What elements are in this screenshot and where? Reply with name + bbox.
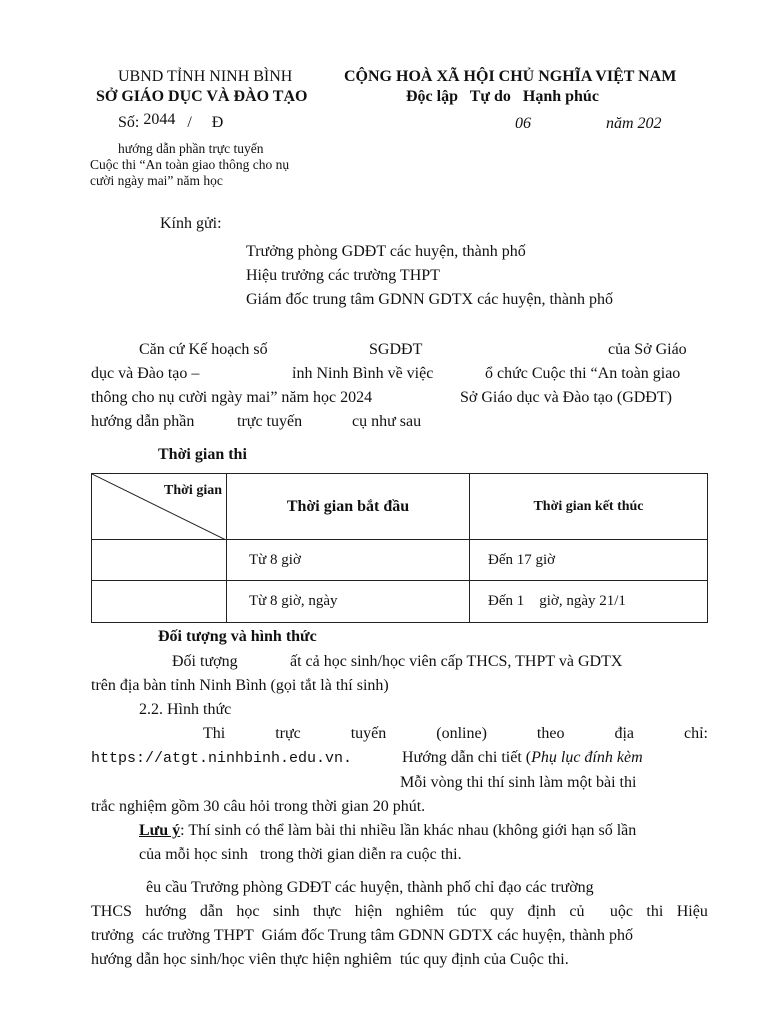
row-start-value: Từ 8 giờ — [249, 551, 301, 568]
date-year: năm 202 — [606, 115, 662, 132]
form-word: (online) — [436, 725, 487, 742]
intro-text: ổ chức Cuộc thi “An toàn giao — [485, 365, 681, 382]
schedule-table — [91, 473, 708, 623]
form-word: tuyến — [350, 725, 387, 742]
intro-text: hướng dẫn phần — [91, 413, 195, 430]
intro-text: dục và Đào tạo – — [91, 365, 200, 382]
target-text: trên địa bàn tỉnh Ninh Bình (gọi tắt là thí sinh) — [91, 677, 389, 694]
request-line-2 — [91, 903, 708, 921]
request-word: nghiêm — [395, 903, 444, 920]
table-header-cell — [227, 474, 470, 540]
request-word: THCS — [91, 903, 132, 920]
section-time-title: Thời gian thi — [158, 446, 247, 463]
summary-line-3: cười ngày mai” năm học — [90, 173, 223, 188]
request-text: êu cầu Trưởng phòng GDĐT các huyện, thành phố chỉ đạo các trường — [146, 879, 594, 896]
guide-appendix: Phụ lục đính kèm — [531, 749, 643, 766]
round-text: trắc nghiệm gồm 30 câu hỏi trong thời gian 20 phút. — [91, 798, 426, 815]
table-row — [92, 581, 708, 623]
so-label: Số: — [118, 114, 140, 131]
form-word: trực — [275, 725, 301, 742]
request-text: hướng dẫn học sinh/học viên thực hiện nghiêm túc quy định của Cuộc thi. — [91, 951, 569, 968]
table-cell — [92, 581, 227, 623]
issuer-line-2: SỞ GIÁO DỤC VÀ ĐÀO TẠO — [96, 88, 308, 105]
intro-text: cụ như sau — [352, 413, 422, 430]
date-month: 06 — [515, 115, 531, 132]
intro-text: thông cho nụ cười ngày mai” năm học 2024 — [91, 389, 373, 406]
note-line-2: của mỗi học sinh trong thời gian diễn ra cuộc thi. — [139, 846, 462, 863]
row-end-value: Đến 17 giờ — [488, 551, 556, 568]
table-cell — [470, 540, 708, 581]
intro-text: SGDĐT — [369, 341, 423, 358]
request-word: quy — [490, 903, 515, 920]
request-word: thực — [313, 903, 342, 920]
form-word: Thi — [203, 725, 226, 742]
summary-line-2: Cuộc thi “An toàn giao thông cho nụ — [90, 157, 290, 172]
row-end-value: Đến 1 giờ, ngày 21/1 — [488, 593, 626, 609]
table-row — [92, 540, 708, 581]
recipient-item: Hiệu trưởng các trường THPT — [246, 267, 440, 284]
form-line — [203, 725, 708, 743]
note-line — [139, 822, 636, 840]
col-start-label: Thời gian bắt đầu — [286, 497, 410, 515]
form-word: theo — [536, 725, 565, 742]
request-word: thi — [646, 903, 664, 920]
form-word: chỉ: — [683, 725, 708, 742]
request-text: trưởng các trường THPT Giám đốc Trung tâm GDNN GDTX các huyện, thành phố — [91, 927, 634, 944]
request-word: uộc — [597, 903, 633, 920]
intro-text: của Sở Giáo — [608, 341, 687, 358]
intro-text: ỉnh Ninh Bình về việc — [292, 365, 434, 382]
table-header-cell — [470, 474, 708, 540]
request-word: định — [527, 903, 556, 920]
form-word: địa — [614, 725, 634, 742]
target-text: Đối tượng — [172, 653, 238, 670]
table-cell — [227, 540, 470, 581]
so-number: 2044 — [143, 111, 176, 128]
intro-text: trực tuyến — [237, 413, 303, 430]
note-label: Lưu ý — [139, 822, 181, 839]
request-word: dẫn — [199, 903, 223, 920]
round-text: Mỗi vòng thi thí sinh làm một bài thi — [400, 774, 637, 791]
table-cell — [227, 581, 470, 623]
target-text: ất cả học sinh/học viên cấp THCS, THPT và GDTX — [290, 653, 623, 670]
request-word: Hiệu — [676, 903, 708, 920]
table-header-row — [92, 474, 708, 540]
col-end-label: Thời gian kết thúc — [533, 499, 644, 514]
recipients-label: Kính gửi: — [160, 215, 222, 232]
request-word: túc — [457, 903, 477, 920]
request-word: hiện — [354, 903, 383, 920]
request-word: hướng — [145, 903, 187, 920]
request-word: củ — [569, 903, 585, 920]
row-start-value: Từ 8 giờ, ngày — [249, 593, 338, 609]
section-target-title: Đối tượng và hình thức — [158, 628, 317, 645]
note-text: : Thí sinh có thể làm bài thi nhiều lần khác nhau (không giới hạn số lần — [180, 822, 637, 839]
contest-url[interactable]: https://atgt.ninhbinh.edu.vn. — [91, 750, 353, 767]
table-cell — [470, 581, 708, 623]
recipient-item: Trưởng phòng GDĐT các huyện, thành phố — [246, 243, 526, 260]
national-title: CỘNG HOÀ XÃ HỘI CHỦ NGHĨA VIỆT NAM — [344, 68, 677, 85]
intro-text: Căn cứ Kế hoạch số — [139, 341, 268, 358]
document-number — [118, 111, 224, 132]
recipient-item: Giám đốc trung tâm GDNN GDTX các huyện, thành phố — [246, 291, 614, 308]
summary-line-1: hướng dẫn phần trực tuyến — [118, 141, 264, 156]
guide-label: Hướng dẫn chi tiết ( — [402, 749, 532, 766]
table-cell — [92, 540, 227, 581]
table-corner-cell — [92, 474, 227, 540]
request-word: học — [236, 903, 260, 920]
issuer-line-1: UBND TỈNH NINH BÌNH — [118, 68, 293, 85]
guide-text — [402, 749, 643, 767]
intro-text: Sở Giáo dục và Đào tạo (GDĐT) — [460, 389, 672, 406]
form-subtitle: 2.2. Hình thức — [139, 701, 232, 718]
so-code: Đ — [211, 114, 224, 131]
request-word: sinh — [272, 903, 300, 920]
corner-label: Thời gian — [164, 483, 222, 498]
national-motto: Độc lập Tự do Hạnh phúc — [406, 88, 599, 105]
so-suffix: / — [187, 114, 192, 131]
